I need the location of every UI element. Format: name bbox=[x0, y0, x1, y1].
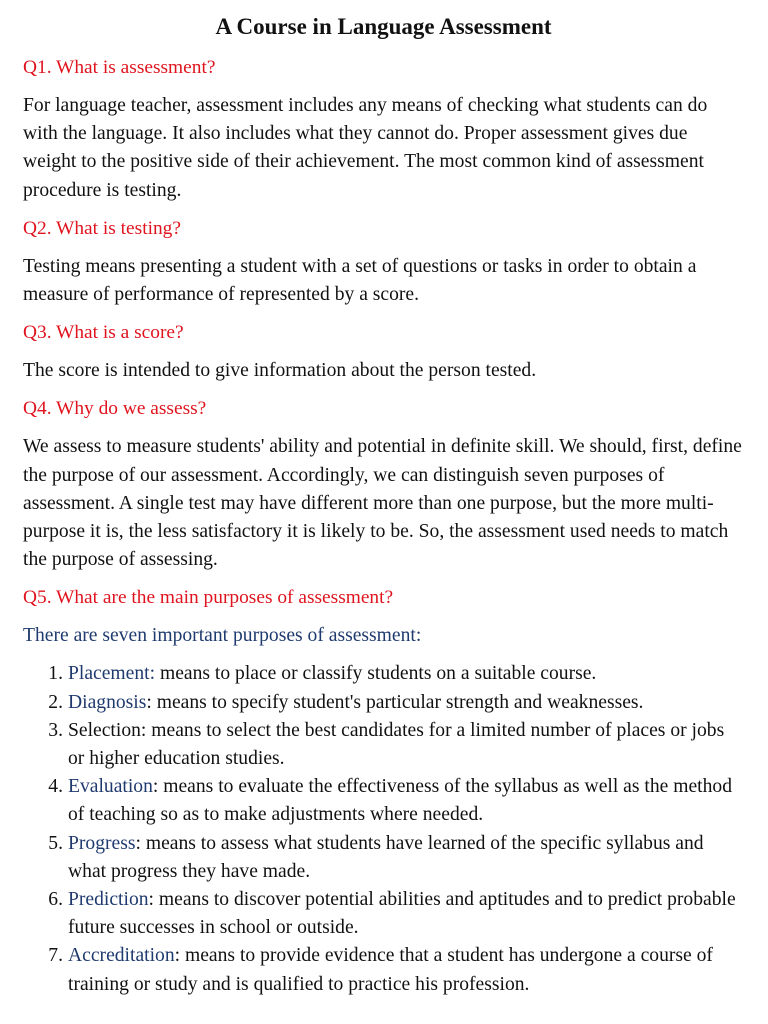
purpose-separator: : bbox=[146, 691, 157, 713]
purpose-number: 3. bbox=[48, 719, 63, 741]
purpose-separator: : bbox=[135, 832, 146, 854]
purpose-term: Progress bbox=[68, 832, 136, 854]
answer-4: We assess to measure students' ability and potential in definite skill. We should, first, define the purpose of our assessment. Accordingly, we can distinguish seven purposes of assessment. A single test may have different more than one purpose, but the more multi-purpose it is, the less satisfactory it is likely to be. So, the assessment used needs to match the purpose of assessing. bbox=[23, 436, 742, 571]
spacer bbox=[23, 82, 744, 92]
purpose-term: Selection bbox=[68, 719, 141, 741]
purpose-description: means to assess what students have learned of the specific syllabus and what progress they have made. bbox=[68, 832, 704, 882]
purpose-item-accreditation bbox=[23, 942, 744, 998]
purpose-separator: : bbox=[148, 889, 159, 911]
answer-3: The score is intended to give information about the person tested. bbox=[23, 360, 537, 382]
document-title: A Course in Language Assessment bbox=[215, 14, 552, 39]
question-2: Q2. What is testing? bbox=[23, 217, 181, 239]
purpose-separator: : bbox=[152, 776, 164, 798]
question-1: Q1. What is assessment? bbox=[23, 57, 216, 78]
spacer bbox=[23, 650, 744, 660]
purpose-description: means to provide evidence that a student has undergone a course of training or study and is qualified to practice his profession. bbox=[68, 945, 713, 995]
purpose-number: 2. bbox=[48, 691, 63, 713]
purpose-item-evaluation bbox=[23, 773, 744, 829]
purpose-separator: : bbox=[174, 945, 185, 967]
purpose-term: Evaluation bbox=[68, 776, 153, 798]
question-3: Q3. What is a score? bbox=[23, 322, 184, 344]
purpose-description: means to select the best candidates for a limited number of places or jobs or higher education studies. bbox=[68, 719, 725, 770]
purposes-list bbox=[23, 660, 744, 998]
purpose-description: means to discover potential abilities and aptitudes and to predict probable future successes in school or outside. bbox=[68, 889, 736, 939]
spacer bbox=[23, 205, 744, 215]
purpose-description: means to place or classify students on a suitable course. bbox=[159, 663, 597, 685]
question-4: Q4. Why do we assess? bbox=[23, 398, 207, 420]
spacer bbox=[23, 423, 744, 433]
purpose-term: Prediction bbox=[68, 889, 149, 911]
question-5: Q5. What are the main purposes of assessment? bbox=[23, 587, 394, 609]
purpose-item-progress bbox=[23, 830, 744, 886]
purpose-item-prediction bbox=[23, 886, 744, 942]
purpose-description: means to specify student's particular strength and weaknesses. bbox=[156, 691, 644, 713]
purpose-number: 1. bbox=[48, 663, 63, 685]
purpose-item-selection bbox=[23, 717, 744, 773]
purpose-separator: : bbox=[149, 663, 160, 685]
purpose-number: 4. bbox=[48, 776, 63, 798]
spacer bbox=[23, 243, 744, 253]
spacer bbox=[23, 42, 744, 54]
purpose-term: Diagnosis bbox=[68, 691, 147, 713]
spacer bbox=[23, 574, 744, 584]
purpose-number: 5. bbox=[48, 832, 63, 854]
purpose-number: 7. bbox=[48, 945, 63, 967]
spacer bbox=[23, 347, 744, 357]
purposes-intro: There are seven important purposes of assessment: bbox=[23, 625, 422, 647]
spacer bbox=[23, 612, 744, 622]
purpose-item-diagnosis bbox=[23, 689, 744, 717]
purpose-item-placement bbox=[23, 660, 744, 688]
answer-2: Testing means presenting a student with a set of questions or tasks in order to obtain a measure of performance of represented by a score. bbox=[23, 255, 697, 306]
purpose-number: 6. bbox=[48, 889, 63, 911]
spacer bbox=[23, 385, 744, 395]
purpose-separator: : bbox=[140, 719, 152, 741]
answer-1: For language teacher, assessment includes any means of checking what students can do with the language. It also includes what they cannot do. Proper assessment gives due weight to the positive side of their achievement. The most common kind of assessment procedure is testing. bbox=[23, 95, 708, 201]
purpose-description: means to evaluate the effectiveness of the syllabus as well as the method of teaching so as to make adjustments where needed. bbox=[68, 776, 732, 826]
purpose-term: Accreditation bbox=[68, 945, 175, 967]
purpose-term: Placement bbox=[68, 663, 150, 685]
spacer bbox=[23, 309, 744, 319]
